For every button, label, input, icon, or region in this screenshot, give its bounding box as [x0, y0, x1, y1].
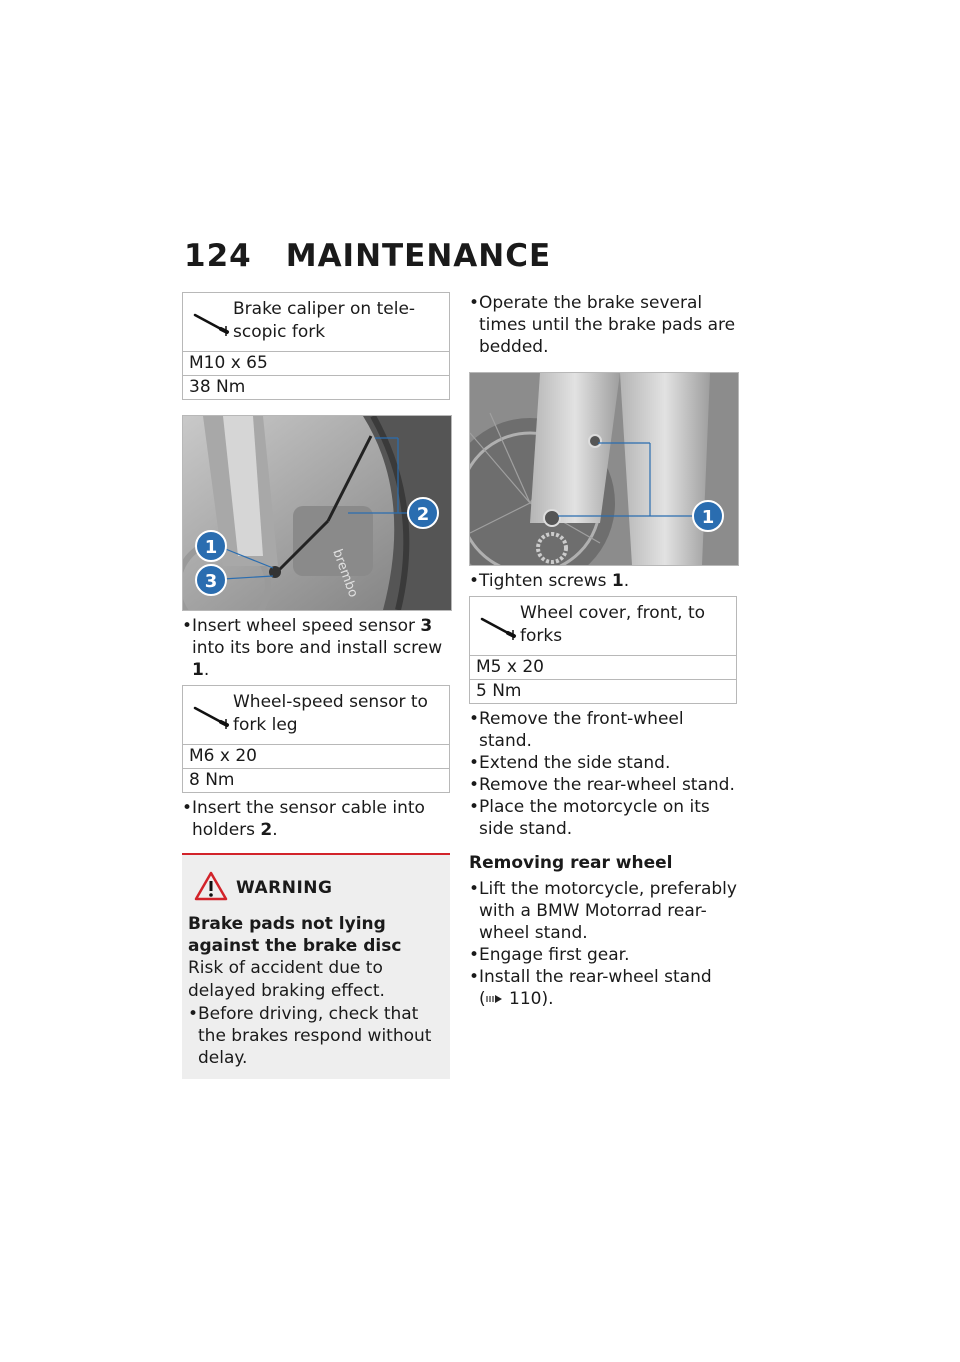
torque-wrench-icon — [191, 702, 231, 732]
callout-3-label: 3 — [204, 571, 218, 592]
stand-steps — [469, 708, 737, 840]
page-header — [184, 238, 551, 274]
fork-sensor-photo — [182, 415, 452, 611]
page-number: 124 — [184, 238, 252, 274]
spec-torque: 8 Nm — [183, 768, 449, 792]
page-reference[interactable]: 110 — [509, 989, 542, 1009]
warning-bullet: • Before driving, check that the brakes respond without delay. — [188, 1003, 442, 1069]
step-operate-brake: • Operate the brake several times until the brake pads are bedded. — [469, 292, 737, 358]
callout-1-label: 1 — [701, 507, 715, 528]
step-tighten-screws: • Tighten screws 1. — [469, 570, 737, 592]
step-insert-cable: • Insert the sensor cable into holders 2. — [182, 797, 450, 841]
torque-spec-brake-caliper — [182, 292, 450, 400]
page-reference-arrow-icon — [486, 993, 504, 1005]
spec-title: Brake caliper on tele-scopic fork — [233, 299, 416, 342]
spec-size: M10 x 65 — [189, 353, 268, 373]
callout-2-label: 2 — [416, 504, 430, 525]
wheel-cover-photo — [469, 372, 739, 566]
warning-title: Brake pads not lying against the brake disc — [188, 914, 402, 956]
install-steps — [182, 615, 450, 681]
spec-torque: 5 Nm — [470, 679, 736, 703]
step-remove-rear-stand: • Remove the rear-wheel stand. — [469, 774, 737, 796]
subheading-removing-rear-wheel: Removing rear wheel — [469, 853, 673, 873]
rear-wheel-steps — [469, 878, 737, 1010]
step-place-motorcycle: • Place the motorcycle on its side stand. — [469, 796, 737, 840]
torque-wrench-icon — [191, 309, 231, 339]
step-install-rear-stand: • Install the rear-wheel stand ( 110). — [469, 966, 737, 1010]
warning-box — [182, 853, 450, 1079]
step-engage-gear: • Engage first gear. — [469, 944, 737, 966]
torque-spec-wheel-speed-sensor — [182, 685, 450, 793]
step-remove-front-stand: • Remove the front-wheel stand. — [469, 708, 737, 752]
spec-size: M5 x 20 — [476, 657, 544, 677]
spec-title: Wheel cover, front, to forks — [520, 603, 706, 646]
step-extend-side-stand: • Extend the side stand. — [469, 752, 737, 774]
cable-steps — [182, 797, 450, 841]
callout-1-label: 1 — [204, 537, 218, 558]
spec-size: M6 x 20 — [189, 746, 257, 766]
step-lift-motorcycle: • Lift the motorcycle, preferably with a BMW Motorrad rear-wheel stand. — [469, 878, 737, 944]
torque-spec-wheel-cover — [469, 596, 737, 704]
step-insert-sensor: • Insert wheel speed sensor 3 into its bore and install screw 1. — [182, 615, 450, 681]
spec-torque: 38 Nm — [183, 375, 449, 399]
warning-label: WARNING — [236, 878, 333, 898]
section-title: MAINTENANCE — [285, 238, 552, 274]
warning-triangle-icon — [194, 871, 228, 901]
left-column — [182, 292, 450, 1079]
warning-text: Risk of accident due to delayed braking effect. — [188, 958, 385, 1001]
right-column — [469, 292, 737, 1010]
torque-wrench-icon — [478, 613, 518, 643]
spec-title: Wheel-speed sensor to fork leg — [233, 692, 428, 735]
svg-text:brembo: brembo — [329, 547, 361, 600]
